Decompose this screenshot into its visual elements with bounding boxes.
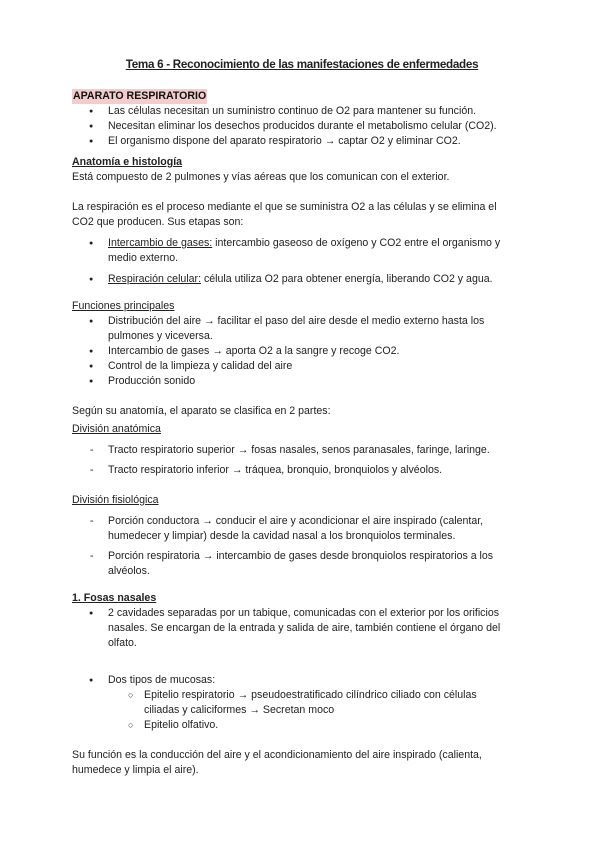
list-item: ● Distribución del aire → facilitar el paso del aire desde el medio externo hasta los pulmones y viceversa. xyxy=(72,314,532,344)
list-item: ● Las células necesitan un suministro continuo de O2 para mantener su función. xyxy=(72,104,532,119)
list-item: - Porción respiratoria → intercambio de gases desde bronquiolos respiratorios a los alvéolos. xyxy=(72,549,532,579)
list-item: ● Dos tipos de mucosas: xyxy=(72,673,532,688)
aparato-bullets xyxy=(72,104,532,149)
funciones-list xyxy=(72,314,532,389)
section-heading-aparato: APARATO RESPIRATORIO xyxy=(73,90,207,102)
list-item: ● Control de la limpieza y calidad del aire xyxy=(72,359,532,374)
fosas-nasales-heading: 1. Fosas nasales xyxy=(72,592,157,604)
document-page xyxy=(72,56,532,778)
respiracion-line-2: CO2 que producen. Sus etapas son: xyxy=(72,216,244,228)
respiracion-line-1: La respiración es el proceso mediante el que se suministra O2 a las células y se elimina el xyxy=(72,201,497,213)
list-item: ● Intercambio de gases → aporta O2 a la sangre y recoge CO2. xyxy=(72,344,532,359)
fosas-funcion-line-2: humedece y limpia el aire). xyxy=(72,764,199,776)
division-fisiologica-list xyxy=(72,514,532,579)
list-item: ● Producción sonido xyxy=(72,374,532,389)
list-item: ● Intercambio de gases: intercambio gaseoso de oxígeno y CO2 entre el organismo y medio externo. xyxy=(72,236,532,266)
list-item: - Porción conductora → conducir el aire y acondicionar el aire inspirado (calentar, humedecer y limpiar) desde la cavidad nasal a los bronquiolos terminales. xyxy=(72,514,532,544)
list-item: ● El organismo dispone del aparato respiratorio → captar O2 y eliminar CO2. xyxy=(72,134,532,149)
division-anatomica-list xyxy=(72,443,532,478)
division-fisiologica-heading: División fisiológica xyxy=(72,494,159,506)
anatomia-heading: Anatomía e histología xyxy=(72,156,183,168)
etapas-list xyxy=(72,236,532,287)
list-item: - Tracto respiratorio inferior → tráquea, bronquio, bronquiolos y alvéolos. xyxy=(72,463,532,478)
list-item: ● Necesitan eliminar los desechos producidos durante el metabolismo celular (CO2). xyxy=(72,119,532,134)
funciones-heading: Funciones principales xyxy=(72,300,175,312)
clasificacion-text: Según su anatomía, el aparato se clasifica en 2 partes: xyxy=(72,405,331,417)
fosas-list xyxy=(72,606,532,733)
sub-list-item: ○ Epitelio olfativo. xyxy=(72,718,532,733)
division-anatomica-heading: División anatómica xyxy=(72,423,161,435)
fosas-funcion-line-1: Su función es la conducción del aire y el acondicionamiento del aire inspirado (calienta, xyxy=(72,749,482,761)
list-item: ● 2 cavidades separadas por un tabique, comunicadas con el exterior por los orificios nasales. Se encargan de la entrada y salida de aire, también contiene el órgano del olfato. xyxy=(72,606,532,651)
list-item: - Tracto respiratorio superior → fosas nasales, senos paranasales, faringe, laringe. xyxy=(72,443,532,458)
sub-list-item: ○ Epitelio respiratorio → pseudoestratificado cilíndrico ciliado con células ciliadas y caliciformes → Secretan moco xyxy=(72,688,532,718)
list-item: ● Respiración celular: célula utiliza O2 para obtener energía, liberando CO2 y agua. xyxy=(72,272,532,287)
anatomia-intro: Está compuesto de 2 pulmones y vías aéreas que los comunican con el exterior. xyxy=(72,171,450,183)
page-title: Tema 6 - Reconocimiento de las manifestaciones de enfermedades xyxy=(125,57,479,71)
